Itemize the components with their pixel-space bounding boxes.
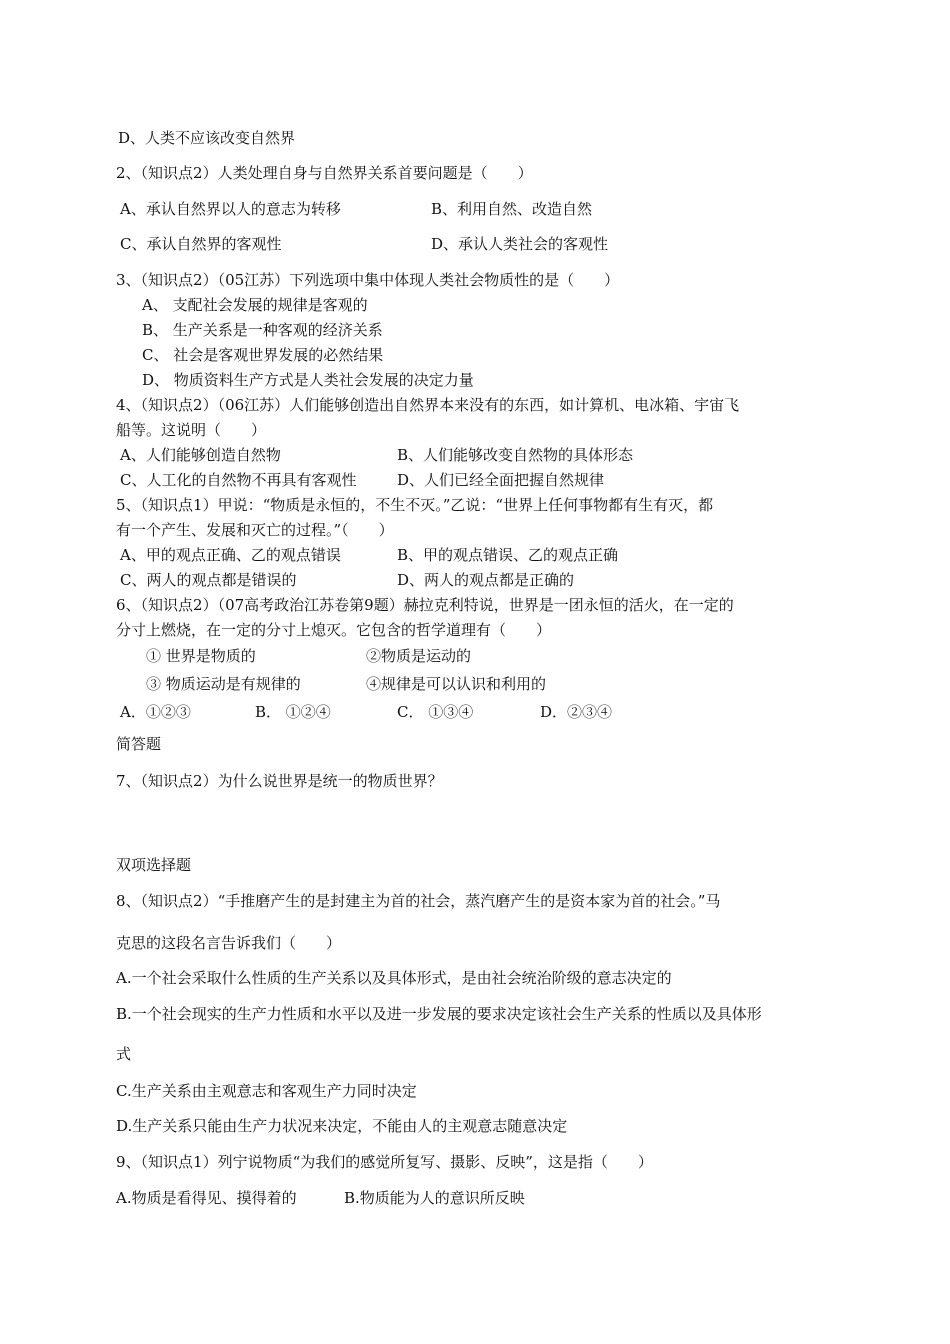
q2-option-c: C、承认自然界的客观性 <box>120 235 282 253</box>
q8-option-d: D.生产关系只能由生产力状况来决定，不能由人的主观意志随意决定 <box>116 1117 568 1135</box>
section-heading-short-answer: 简答题 <box>116 735 162 753</box>
q5-stem-line2: 有一个产生、发展和灭亡的过程。”（ ） <box>116 521 394 539</box>
q9-stem: 9、（知识点1）列宁说物质“为我们的感觉所复写、摄影、反映”，这是指（ ） <box>116 1153 653 1171</box>
q4-option-c: C、人工化的自然物不再具有客观性 <box>120 471 357 489</box>
q7-stem: 7、（知识点2）为什么说世界是统一的物质世界？ <box>116 772 443 790</box>
q6-statement-4: ④规律是可以认识和利用的 <box>366 675 547 693</box>
q4-stem-line2: 船等。这说明（ ） <box>116 421 267 439</box>
q6-option-a: A．①②③ <box>120 703 191 721</box>
q4-option-d: D、人们已经全面把握自然规律 <box>397 471 605 489</box>
q9-option-b: B.物质能为人的意识所反映 <box>344 1189 525 1207</box>
q9-option-a: A.物质是看得见、摸得着的 <box>116 1189 297 1207</box>
q2-option-a: A、承认自然界以人的意志为转移 <box>120 200 341 218</box>
q4-option-b: B、人们能够改变自然物的具体形态 <box>397 446 634 464</box>
q8-option-b-line1: B.一个社会现实的生产力性质和水平以及进一步发展的要求决定该社会生产关系的性质以及具体形 <box>116 1005 762 1023</box>
q1-option-d: D、人类不应该改变自然界 <box>118 129 296 147</box>
q2-option-b: B、利用自然、改造自然 <box>431 200 593 218</box>
q3-option-a: A、 支配社会发展的规律是客观的 <box>142 296 368 314</box>
q3-option-d: D、 物质资料生产方式是人类社会发展的决定力量 <box>142 371 474 389</box>
q3-stem: 3、（知识点2）（05江苏）下列选项中集中体现人类社会物质性的是（ ） <box>116 271 620 289</box>
q8-stem-line2: 克思的这段名言告诉我们（ ） <box>116 934 342 952</box>
q6-statement-1: ① 世界是物质的 <box>146 647 256 665</box>
q5-option-b: B、甲的观点错误、乙的观点正确 <box>397 546 619 564</box>
q6-stem-line1: 6、（知识点2）（07高考政治江苏卷第9题）赫拉克利特说，世界是一团永恒的活火，在一定的 <box>116 596 734 614</box>
q2-option-d: D、承认人类社会的客观性 <box>431 235 609 253</box>
q8-option-c: C.生产关系由主观意志和客观生产力同时决定 <box>116 1082 417 1100</box>
q6-statement-2: ②物质是运动的 <box>366 647 472 665</box>
q5-option-a: A、甲的观点正确、乙的观点错误 <box>120 546 341 564</box>
q8-option-a: A.一个社会采取什么性质的生产关系以及具体形式，是由社会统治阶级的意志决定的 <box>116 969 672 987</box>
q5-option-c: C、两人的观点都是错误的 <box>120 571 297 589</box>
q6-option-c: C． ①③④ <box>397 703 474 721</box>
section-heading-double-choice: 双项选择题 <box>116 856 192 874</box>
q6-option-b: B． ①②④ <box>255 703 331 721</box>
q3-option-b: B、 生产关系是一种客观的经济关系 <box>142 321 383 339</box>
q8-option-b-line2: 式 <box>116 1045 132 1063</box>
q8-stem-line1: 8、（知识点2）“手推磨产生的是封建主为首的社会，蒸汽磨产生的是资本家为首的社会。”马 <box>116 892 721 910</box>
q5-option-d: D、两人的观点都是正确的 <box>397 571 575 589</box>
q6-option-d: D．②③④ <box>540 703 613 721</box>
q6-stem-line2: 分寸上燃烧，在一定的分寸上熄灭。它包含的哲学道理有（ ） <box>116 621 552 639</box>
q5-stem-line1: 5、（知识点1）甲说：“物质是永恒的，不生不灭。”乙说：“世界上任何事物都有生有灭，都 <box>116 496 714 514</box>
q3-option-c: C、 社会是客观世界发展的必然结果 <box>142 346 384 364</box>
q2-stem: 2、（知识点2）人类处理自身与自然界关系首要问题是（ ） <box>116 164 533 182</box>
q6-statement-3: ③ 物质运动是有规律的 <box>146 675 301 693</box>
q4-stem-line1: 4、（知识点2）（06江苏）人们能够创造出自然界本来没有的东西，如计算机、电冰箱、宇宙飞 <box>116 396 740 414</box>
q4-option-a: A、人们能够创造自然物 <box>120 446 281 464</box>
